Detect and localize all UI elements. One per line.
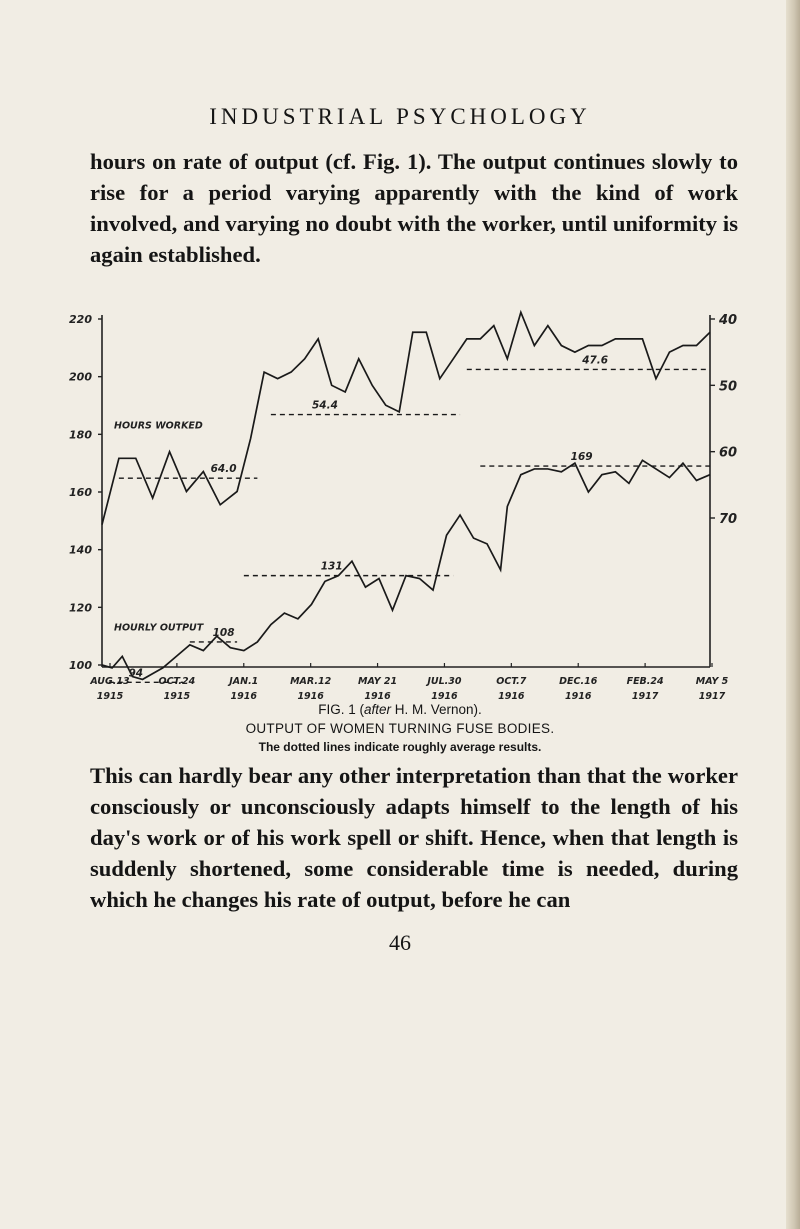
figure-caption-attribution [0, 702, 800, 717]
left-tick-label: 160 [69, 486, 92, 499]
hourly-output-average-value-label: 169 [570, 451, 593, 464]
page-edge-shadow [786, 0, 800, 1229]
x-tick-month-label: MAY 5 [695, 676, 729, 687]
left-tick-label: 200 [69, 370, 92, 384]
running-head: INDUSTRIAL PSYCHOLOGY [209, 104, 591, 129]
caption-prefix: FIG. 1 ( [318, 702, 364, 717]
hours-worked-average-value-label: 54.4 [311, 399, 338, 412]
x-tick-year-label: 1916 [564, 691, 592, 700]
left-tick-label: 140 [69, 543, 92, 557]
hours-worked-average-value-label: 64.0 [210, 463, 237, 476]
x-tick-year-label: 1916 [364, 691, 391, 700]
x-tick-month-label: AUG.13 [90, 676, 130, 687]
hourly-output-line [102, 460, 710, 679]
left-tick-label: 220 [69, 313, 92, 326]
right-tick-label: 50 [719, 379, 738, 395]
x-tick-year-label: 1917 [631, 691, 659, 700]
paragraph-top [90, 146, 738, 270]
figure-1-chart [40, 305, 770, 725]
page-number: 46 [389, 930, 411, 955]
hours-worked-series-label: HOURS WORKED [114, 420, 203, 432]
x-tick-year-label: 1916 [297, 691, 324, 700]
x-tick-month-label: MAY 21 [357, 676, 398, 687]
caption-suffix: H. M. Vernon). [390, 702, 482, 717]
hourly-output-average-value-label: 108 [212, 626, 235, 639]
x-tick-month-label: DEC.16 [559, 676, 598, 687]
x-tick-year-label: 1915 [163, 691, 191, 700]
output-chart [40, 305, 770, 700]
hours-worked-line [102, 312, 710, 524]
hours-worked-average-value-label: 47.6 [582, 354, 609, 367]
figure-caption-note: The dotted lines indicate roughly average results. [258, 740, 542, 754]
x-tick-year-label: 1917 [698, 691, 726, 700]
paragraph-bottom [90, 760, 738, 915]
paragraph-bottom-text: This can hardly bear any other interpretation than that the worker consciously or unconsciously adapts himself to the length of his day's work or of his work spell or shift. Hence, when that length is suddenly shortened, some considerable time is needed, during which he changes his rate of output, before he can [90, 763, 738, 912]
x-tick-month-label: JUL.30 [427, 676, 462, 687]
x-tick-month-label: JAN.1 [229, 676, 259, 687]
hourly-output-average-value-label: 94 [128, 667, 144, 680]
right-tick-label: 60 [719, 445, 738, 461]
x-tick-year-label: 1915 [96, 691, 124, 700]
caption-italic: after [363, 702, 391, 717]
right-tick-label: 70 [719, 512, 738, 527]
x-tick-year-label: 1916 [230, 691, 258, 700]
left-tick-label: 100 [69, 659, 92, 672]
left-tick-label: 180 [69, 428, 92, 442]
paragraph-top-text: hours on rate of output (cf. Fig. 1). The output continues slowly to rise for a period varying apparently with the kind of work involved, and varying no doubt with the worker, until uniformity is again established. [90, 149, 738, 267]
hourly-output-series-label: HOURLY OUTPUT [114, 622, 204, 634]
x-tick-month-label: FEB.24 [626, 676, 664, 687]
x-tick-month-label: OCT.7 [496, 676, 527, 687]
x-tick-year-label: 1916 [498, 691, 525, 700]
x-tick-month-label: OCT.24 [158, 676, 196, 687]
right-tick-label: 40 [719, 313, 738, 328]
figure-caption-title: OUTPUT OF WOMEN TURNING FUSE BODIES. [245, 721, 555, 736]
left-tick-label: 120 [69, 601, 92, 615]
x-tick-month-label: MAR.12 [290, 676, 332, 687]
hourly-output-average-value-label: 131 [320, 560, 343, 573]
x-tick-year-label: 1916 [431, 691, 458, 700]
